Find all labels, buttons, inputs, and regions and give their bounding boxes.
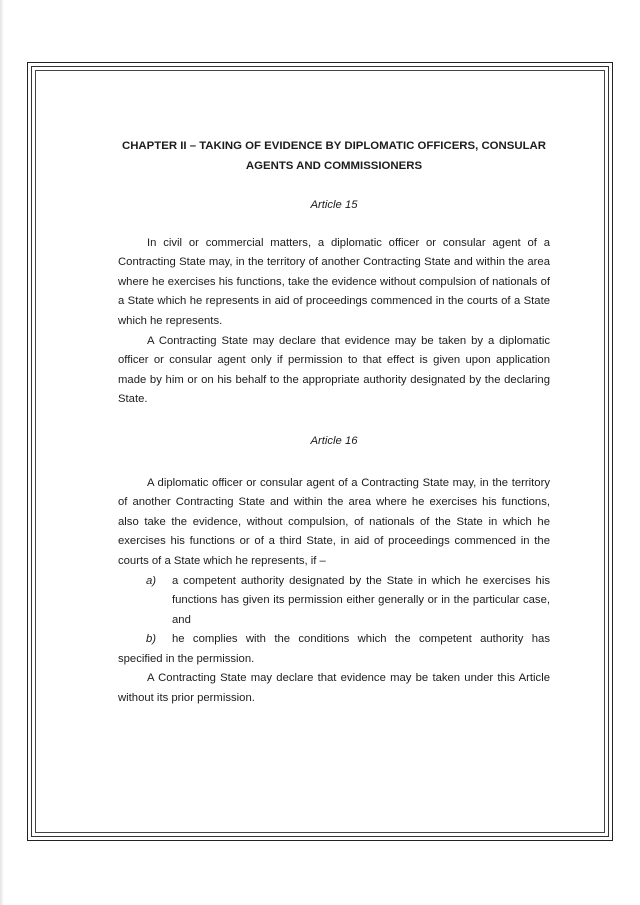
article-15-paragraph-1: In civil or commercial matters, a diplomatic officer or consular agent of a Contracting State may, in the territory of another Contracting State and within the area where he exercises his functions, take the evidence without compulsion of nationals of a State which he represents in aid of proceedings commenced in the courts of a State which he represents. [118, 236, 550, 327]
article-16-item-a [118, 572, 550, 631]
article-16-heading: Article 16 [310, 434, 358, 447]
scan-edge [0, 0, 4, 905]
item-b-marker: b) [146, 633, 157, 646]
chapter-title: CHAPTER II – TAKING OF EVIDENCE BY DIPLOMATIC OFFICERS, CONSULAR AGENTS AND COMMISSIONERS [121, 140, 546, 172]
item-a-text: a competent authority designated by the State in which he exercises his functions has given its permission either generally or in the particular case, and [172, 574, 550, 626]
article-16-intro: A diplomatic officer or consular agent of a Contracting State may, in the territory of another Contracting State and within the area where he exercises his functions, also take the evidence, without compulsion, of nationals of the State in which he exercises his functions or of a third State, in aid of proceedings commenced in the courts of a State which he represents, if – [118, 476, 550, 567]
article-16-item-b [118, 630, 550, 669]
article-15-paragraph-2: A Contracting State may declare that evidence may be taken by a diplomatic officer or consular agent only if permission to that effect is given upon application made by him or on his behalf to the appropriate authority designated by the declaring State. [118, 334, 550, 406]
article-15-heading: Article 15 [310, 199, 358, 211]
article-16-closing: A Contracting State may declare that evidence may be taken under this Article without its prior permission. [118, 672, 550, 705]
document-body [118, 136, 550, 709]
item-b-text: he complies with the conditions which the competent authority has specified in the permission. [118, 633, 550, 665]
item-a-marker: a) [146, 574, 157, 587]
